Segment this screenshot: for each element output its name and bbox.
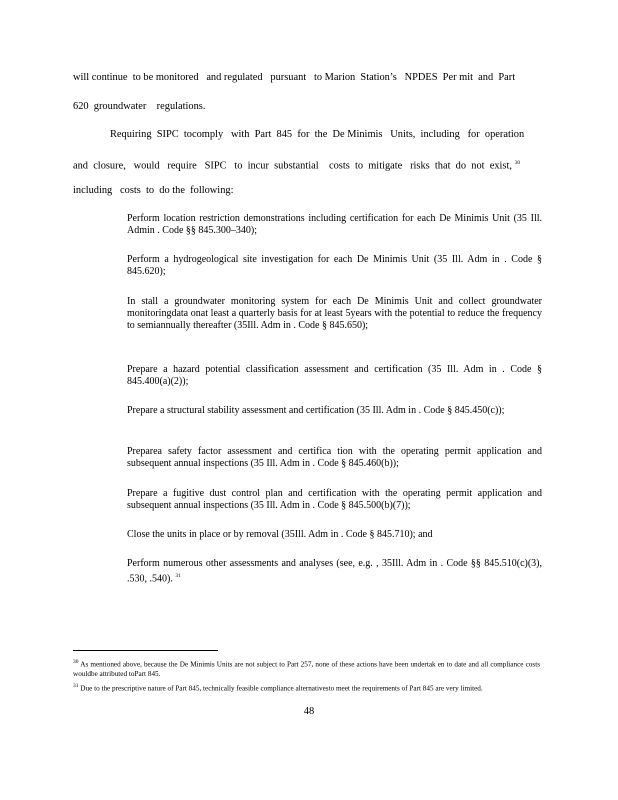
bullet-item-location-restriction: Perform location restriction demonstrations including certification for each De Minimis Unit (35 Ill. Admin . Code §§ 845.300–340); (127, 213, 542, 236)
paragraph-2-line-2-text: and closure, would require SIPC to incur substantial costs to mitigate risks that do not exist, (73, 160, 512, 172)
paragraph-1-line-2: 620 groundwater regulations. (73, 101, 206, 112)
footnote-divider (73, 650, 218, 651)
footnote-30 (73, 657, 540, 679)
footnote-31 (73, 681, 540, 693)
bullet-icon (108, 488, 116, 500)
paragraph-1-line-1: will continue to be monitored and regulated pursuant to Marion Station’s NPDES Per mit and Part (73, 72, 516, 83)
footnote-31-text: Due to the prescriptive nature of Part 845, technically feasible compliance alternativesto meet the requirements of Part 845 are very limited. (80, 684, 483, 693)
bullet-icon (108, 213, 116, 225)
bullet-icon (108, 405, 116, 417)
bullet-item-hydrogeological: Perform a hydrogeological site investigation for each De Minimis Unit (35 Ill. Adm in . Code § 845.620); (127, 254, 542, 277)
bullet-item-other-assessments (127, 558, 542, 585)
page-number: 48 (303, 706, 315, 717)
footnote-ref-31[interactable]: 31 (175, 573, 181, 579)
footnote-30-number: 30 (73, 659, 79, 665)
footnote-30-text: As mentioned above, because the De Minimis Units are not subject to Part 257, none of these actions have been undertak en to date and all compliance costs wouldbe attributed toPart 845. (73, 660, 540, 679)
bullet-item-close-units: Close the units in place or by removal (35Ill. Adm in . Code § 845.710); and (127, 529, 433, 540)
paragraph-2-line-1: Requiring SIPC tocomply with Part 845 for the De Minimis Units, including for operation (110, 129, 525, 140)
bullet-item-fugitive-dust: Prepare a fugitive dust control plan and certification with the operating permit application and subsequent annual inspections (35 Ill. Adm in . Code § 845.500(b)(7)); (127, 488, 542, 511)
bullet-icon (108, 254, 116, 266)
bullet-icon (108, 529, 116, 541)
bullet-item-safety-factor: Preparea safety factor assessment and certifica tion with the operating permit application and subsequent annual inspections (35 Ill. Adm in . Code § 845.460(b)); (127, 446, 542, 469)
bullet-icon (108, 446, 116, 458)
bullet-item-hazard-potential: Prepare a hazard potential classification assessment and certification (35 Ill. Adm in . Code § 845.400(a)(2)); (127, 364, 542, 387)
bullet-icon (108, 558, 116, 570)
bullet-icon (108, 296, 116, 308)
bullet-icon (108, 364, 116, 376)
footnote-ref-30[interactable]: 30 (514, 160, 521, 166)
bullet-item-groundwater-monitoring: In stall a groundwater monitoring system for each De Minimis Unit and collect groundwater monitoringdata onat least a quarterly basis for at least 5years with the potential to reduce the frequency to semiannually thereafter (35Ill. Adm in . Code § 845.650); (127, 296, 542, 331)
footnote-31-number: 31 (73, 683, 79, 689)
bullet-item-structural-stability: Prepare a structural stability assessment and certification (35 Ill. Adm in . Code § 845.450(c)); (127, 405, 505, 416)
bullet-item-other-assessments-text: Perform numerous other assessments and analyses (see, e.g. , 35Ill. Adm in . Code §§ 845.510(c)(3), .530, .540). (127, 558, 542, 585)
paragraph-2-line-3: including costs to do the following: (73, 185, 234, 196)
paragraph-2-line-2 (73, 156, 543, 173)
